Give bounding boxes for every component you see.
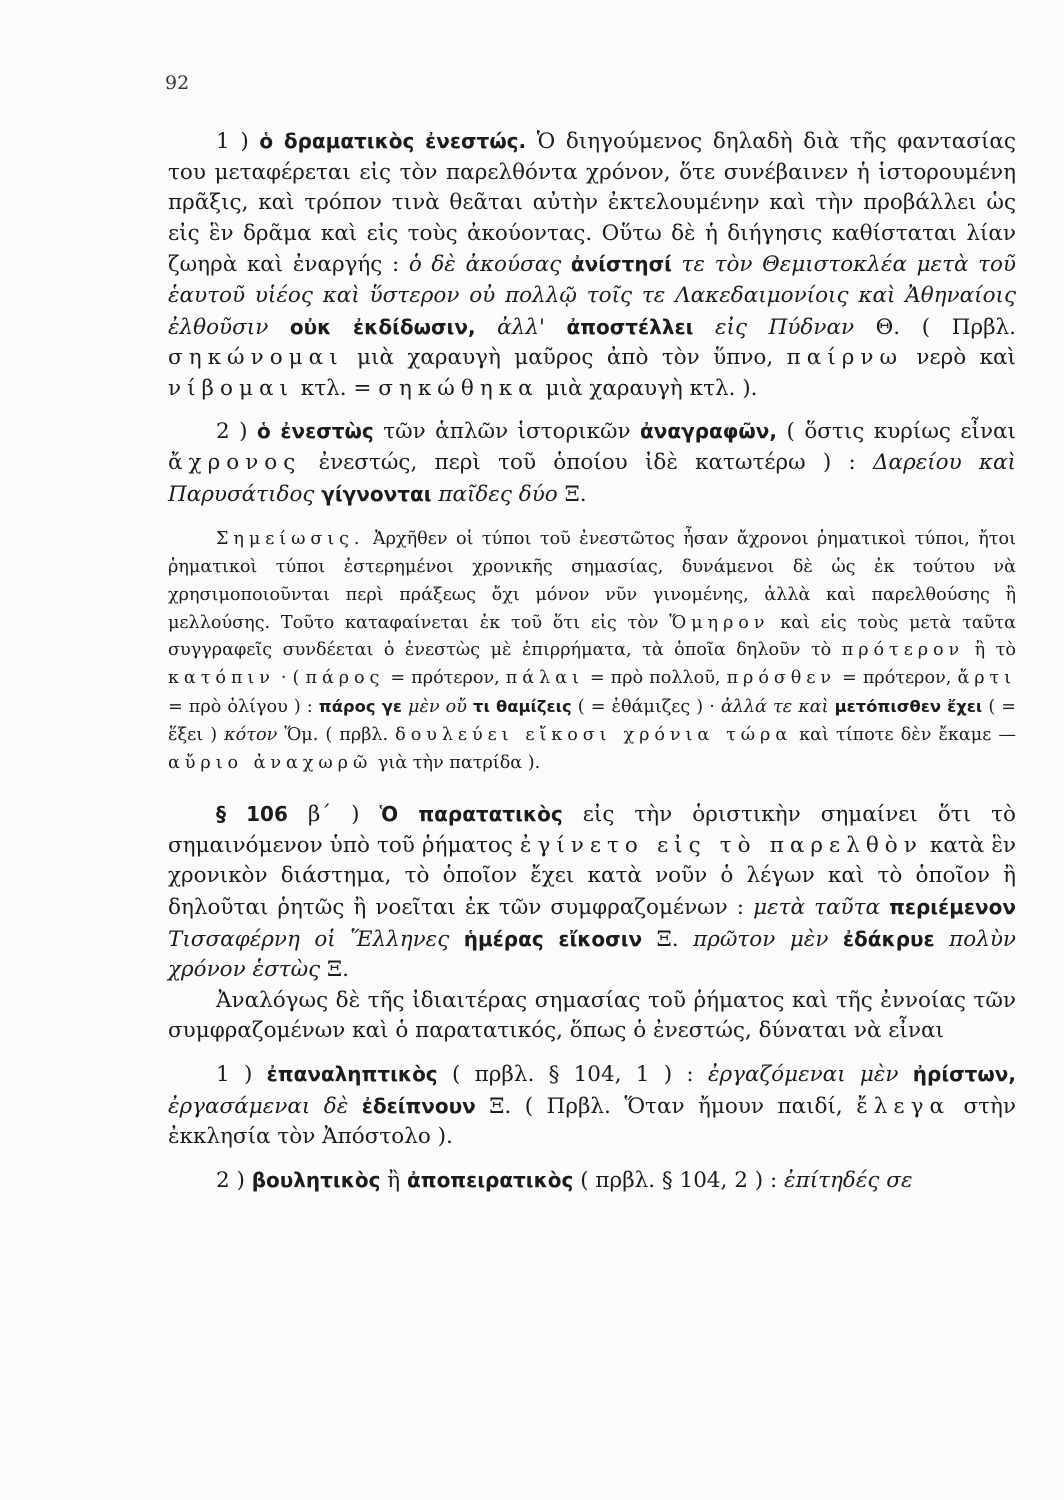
text-run: κτλ. = (293, 375, 379, 401)
spaced-word: ἐγίνετο εἰς τὸ παρελθὸν (519, 832, 923, 858)
text-run: Ξ. (320, 957, 350, 983)
text-run: Θ. ( Πρβλ. (854, 314, 1016, 340)
bold-verb: ἀποστέλλει (566, 314, 694, 339)
list-marker: 2 ) (216, 419, 258, 445)
list-marker: 2 ) (216, 1167, 252, 1193)
text-run: Ἀρχῆθεν οἱ τύποι τοῦ ἐνεστῶτος ἦσαν ἄχρονοι ῥηματικοὶ τύποι, ἤτοι ῥηματικοὶ τύποι ἐστερημένοι χρονικῆς σημασίας, δυνάμενοι δὲ ὡς ἐκ τούτου νὰ χρησιμοποιοῦνται περὶ πράξεως ὄχι μόνον νῦν γινομένης, ἀλλὰ καὶ παρελθούσης ἢ μελλούσης. Τοῦτο καταφαίνεται ἐκ τοῦ ὅτι εἰς τὸν (168, 529, 1016, 633)
spaced-word: σηκώνομαι (168, 345, 344, 371)
section-number: § 106 (216, 802, 288, 827)
text-run: = πρὸ ὀλίγου ) : (168, 696, 319, 717)
text-run: νερὸ καὶ (903, 345, 1016, 371)
example-quote: ἀλλά τε καὶ (720, 696, 835, 717)
bold-term: ἡμέρας εἴκοσιν (463, 926, 643, 951)
text-run: καὶ εἰς τοὺς μετὰ ταῦτα συγγραφεῖς συνδέεται ὁ ἐνεστὼς μὲ ἐπιρρήματα, τὰ ὁποῖα δηλοῦν τὸ (168, 612, 1016, 661)
text-run: ( = ἐθάμιζες ) · (571, 696, 721, 717)
example-quote: πολὺν χρόνον ἑστὼς (168, 926, 1016, 983)
example-quote: εἰς Πύδναν (693, 314, 855, 340)
spaced-word: ἄχρονος (168, 449, 302, 475)
bold-verb: ἠρίστων, (912, 1062, 1017, 1087)
bold-verb: τι θαμίζεις (473, 696, 572, 716)
paragraph-analogous (168, 986, 1016, 1047)
spaced-word: παίρνω (786, 345, 904, 371)
spaced-word: ἄρτι (957, 668, 1017, 689)
spaced-word: πάλαι (505, 668, 584, 689)
text-run: = πρὸ πολλοῦ, (583, 668, 727, 689)
spaced-word: αὔριο ἀναχωρῶ (168, 752, 373, 773)
text-run: ( = ἕξει ) (168, 696, 1016, 745)
paragraph-iterative (168, 1059, 1016, 1153)
bold-verb: οὐκ ἐκδίδωσιν, (289, 314, 476, 339)
spaced-word: ἔλεγα (856, 1093, 950, 1119)
example-quote: ἐργασάμεναι δὲ (168, 1093, 362, 1119)
text-run: ἐνεστώς, περὶ τοῦ ὁποίου ἰδὲ κατωτέρω ) : (301, 449, 874, 475)
bold-term: ἐπαναληπτικὸς (266, 1062, 438, 1087)
example-quote: μὲν οὔ (401, 696, 474, 717)
bold-verb: ἐδείπνουν (361, 1093, 476, 1118)
spaced-word: πάρος (305, 668, 385, 689)
example-quote: κότον (224, 724, 278, 745)
text-run: εἰς τὴν ὁριστικὴν σημαίνει ὅτι τὸ σημαινόμενον ὑπὸ τοῦ ῥήματος (168, 802, 1017, 858)
list-marker: 1 ) (216, 129, 260, 154)
example-quote: ἀλλ' (475, 314, 567, 340)
text-run: ἢ (380, 1167, 408, 1193)
section-106-imperfect (168, 799, 1016, 986)
spaced-word: νίβομαι (168, 375, 294, 401)
text-run: ( ὅστις κυρίως εἶναι (776, 419, 1016, 445)
spaced-word: πρόσθεν (726, 668, 836, 689)
text-run: β΄ ) (287, 802, 380, 828)
example-quote: Τισσαφέρνη οἱ Ἕλληνες (168, 926, 464, 952)
spaced-word: Ὅμηρον (669, 612, 770, 633)
spaced-word: σηκώθηκα (378, 375, 539, 401)
example-quote: ἐργαζόμεναι μὲν (707, 1062, 913, 1088)
example-quote: παῖδες δύο (431, 481, 558, 507)
paragraph-conative (168, 1165, 1016, 1197)
bold-term: ἀποπειρατικὸς (407, 1167, 574, 1192)
text-run: κατὰ ἓν χρονικὸν διάστημα, τὸ ὁποῖον ἔχει κατὰ νοῦν ὁ λέγων καὶ τὸ ὁποῖον ἢ δηλοῦται ῥητῶς ἢ νοεῖται ἐκ τῶν συμφραζομένων : (168, 832, 1016, 921)
text-run: = πρότερον, (384, 668, 506, 689)
bold-verb: γίγνονται (321, 481, 432, 506)
text-run: ἢ τὸ (964, 640, 1016, 661)
bold-term: ὁ ἐνεστὼς (257, 419, 374, 444)
text-run: ( πρβλ. § 104, 1 ) : (437, 1062, 708, 1088)
bold-verb: πάρος γε (318, 696, 402, 716)
note-heading: Σημείωσις. (216, 529, 365, 550)
bold-term: βουλητικὸς (251, 1167, 381, 1192)
example-quote: τε τὸν Θεμιστοκλέα μετὰ τοῦ ἑαυτοῦ υἱέος καὶ ὕστερον οὐ πολλῷ τοῖς τε Λακεδαιμονίοις καὶ Ἀθηναίοις ἐλθοῦσιν (168, 252, 1016, 340)
example-quote: ὁ δὲ ἀκούσας (408, 252, 571, 278)
page-number: 92 (165, 72, 190, 94)
text-run: Ξ. (557, 481, 587, 507)
text-run: μιὰ χαραυγὴ μαῦρος ἀπὸ τὸν ὕπνο, (343, 345, 787, 371)
text-run: Ὁ διηγούμενος δηλαδὴ διὰ τῆς φαντασίας του μεταφέρεται εἰς τὸν παρελθόντα χρόνον, ὅτε συνέβαινεν ἡ ἱστορουμένη πρᾶξις, καὶ τρόπον τινὰ θεᾶται αὐτὴν ἐκτελουμένην καὶ τὴν προβάλλει ὡς εἰς ἓν δρᾶμα καὶ εἰς τοὺς ἀκούοντας. Οὕτω δὲ ἡ διήγησις καθίσταται λίαν ζωηρὰ καὶ ἐναργής : (168, 129, 1016, 278)
text-run: ( πρβλ. § 104, 2 ) : (573, 1167, 785, 1193)
text-run: Ὅμ. ( πρβλ. (277, 724, 396, 745)
text-run: μιὰ χαραυγὴ κτλ. ). (538, 375, 758, 401)
example-quote: μετὰ ταῦτα (753, 895, 890, 921)
text-run: Ἀναλόγως δὲ τῆς ἰδιαιτέρας σημασίας τοῦ ῥήματος καὶ τῆς ἐννοίας τῶν συμφραζομένων καὶ ὁ παρατατικός, ὅπως ὁ ἐνεστώς, δύναται νὰ εἶναι (168, 987, 1016, 1044)
spaced-word: δουλεύει εἴκοσι χρόνια τώρα (395, 724, 793, 745)
paragraph-dramatic-present (168, 126, 1016, 404)
remark-note (168, 526, 1016, 777)
list-marker: 1 ) (216, 1062, 267, 1088)
text-run: καὶ τίποτε δὲν ἔκαμε — (792, 724, 1016, 745)
spaced-word: κατόπιν (168, 668, 275, 689)
text-run: Ξ. (642, 926, 694, 952)
page-body (168, 126, 1016, 1196)
text-run: · ( (274, 668, 306, 689)
text-run: στὴν ἐκκλησία τὸν Ἀπόστολο ). (168, 1093, 1017, 1150)
bold-verb: ἀνίστησί (570, 252, 672, 277)
example-quote: πρῶτον μὲν (693, 926, 843, 952)
bold-term: Ὁ παρατατικὸς (379, 802, 563, 827)
bold-verb: περιέμενον (889, 895, 1016, 920)
text-run: Ξ. ( Πρβλ. Ὅταν ἤμουν παιδί, (475, 1093, 857, 1119)
example-quote: Δαρείου καὶ Παρυσάτιδος (168, 449, 1016, 507)
spaced-word: πρότερον (841, 640, 965, 661)
paragraph-historical-present (168, 416, 1016, 510)
example-quote: ἐπίτηδές σε (784, 1167, 913, 1193)
bold-verb: μετόπισθεν ἔχει (834, 696, 983, 716)
bold-term: ὁ δραματικὸς ἐνεστώς. (259, 129, 527, 153)
text-run: γιὰ τὴν πατρίδα ). (372, 752, 541, 773)
text-run: = πρότερον, (835, 668, 958, 689)
bold-verb: ἐδάκρυε (842, 926, 935, 951)
text-run: τῶν ἁπλῶν ἱστορικῶν (373, 419, 641, 445)
bold-term: ἀναγραφῶν, (640, 419, 777, 444)
